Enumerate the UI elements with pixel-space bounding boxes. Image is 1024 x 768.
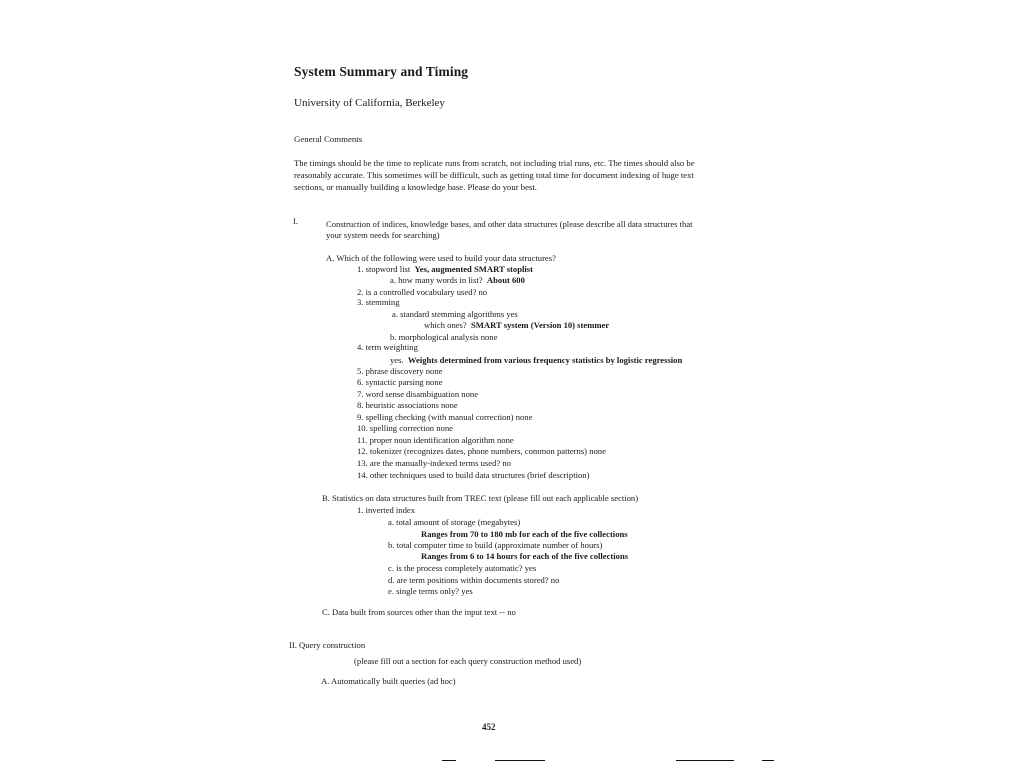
institution-subtitle: University of California, Berkeley [294, 97, 445, 109]
item-storage-answer: Ranges from 70 to 180 mb for each of the five collections [421, 529, 628, 539]
item-stopword-count [390, 275, 525, 286]
page-number: 452 [482, 722, 496, 732]
general-comments-text: The timings should be the time to replicate runs from scratch, not including trial runs, etc. The times should also be reasonably accurate. This sometimes will be difficult, such as getting total time for document indexing of huge text sections, or manually building a knowledge base. Please do your best. [294, 158, 695, 192]
item-controlled-vocab: 2. is a controlled vocabulary used? no [357, 287, 488, 297]
item-storage-question: a. total amount of storage (megabytes) [388, 517, 521, 527]
item-term-weighting: 4. term weighting [357, 342, 418, 352]
section-1-heading-cont: your system needs for searching) [326, 230, 440, 240]
item-positions: d. are term positions within documents stored? no [388, 575, 560, 585]
item-inverted-index: 1. inverted index [357, 505, 415, 515]
scan-rule [442, 760, 456, 761]
item-stemming-morph: b. morphological analysis none [390, 332, 498, 342]
item-term-weighting-detail: Weights determined from various frequency statistics by logistic regression [407, 355, 683, 365]
item-tokenizer: 12. tokenizer (recognizes dates, phone numbers, common patterns) none [357, 446, 606, 456]
general-comments-heading: General Comments [294, 134, 363, 144]
item-stopword-count-answer: About 600 [486, 275, 525, 285]
item-spelling-correction: 10. spelling correction none [357, 423, 453, 433]
item-stopword [357, 264, 533, 275]
item-stemming-standard: a. standard stemming algorithms yes [392, 309, 518, 319]
item-wsd: 7. word sense disambiguation none [357, 389, 479, 399]
item-automatic: c. is the process completely automatic? yes [388, 563, 537, 573]
item-stemming: 3. stemming [357, 297, 400, 307]
item-spelling-check: 9. spelling checking (with manual correction) none [357, 412, 533, 422]
item-stemming-which-question: which ones? [424, 320, 467, 330]
item-time-question: b. total computer time to build (approximate number of hours) [388, 540, 603, 550]
item-phrase: 5. phrase discovery none [357, 366, 443, 376]
item-stemming-which [424, 320, 609, 331]
scan-rule [676, 760, 734, 761]
subsection-a-label: A. Which of the following were used to build your data structures? [326, 253, 556, 263]
item-single-terms: e. single terms only? yes [388, 586, 473, 596]
item-manual-index: 13. are the manually-indexed terms used? no [357, 458, 511, 468]
section-2-note: (please fill out a section for each query construction method used) [354, 656, 582, 666]
item-time-answer: Ranges from 6 to 14 hours for each of the five collections [421, 551, 629, 561]
page-title: System Summary and Timing [294, 64, 469, 79]
scan-rule [495, 760, 545, 761]
subsection-c-label: C. Data built from sources other than the input text -- no [322, 607, 516, 617]
item-term-weighting-yes: yes. [390, 355, 404, 365]
item-stopword-question: 1. stopword list [357, 264, 411, 274]
section-1-number: I. [293, 216, 299, 226]
item-stopword-count-question: a. how many words in list? [390, 275, 483, 285]
item-other-techniques: 14. other techniques used to build data structures (brief description) [357, 470, 590, 480]
item-term-weighting-answer [390, 355, 682, 366]
section-2-subsection-a: A. Automatically built queries (ad hoc) [321, 676, 456, 686]
item-stemming-which-answer: SMART system (Version 10) stemmer [471, 320, 610, 330]
section-2-heading: II. Query construction [289, 640, 366, 650]
item-proper-noun: 11. proper noun identification algorithm none [357, 435, 514, 445]
subsection-b-label: B. Statistics on data structures built from TREC text (please fill out each applicable section) [322, 493, 639, 503]
item-heuristic: 8. heuristic associations none [357, 400, 458, 410]
scan-rule [762, 760, 774, 761]
item-stopword-answer: Yes, augmented SMART stoplist [414, 264, 533, 274]
section-1-heading: Construction of indices, knowledge bases, and other data structures (please describe all data structures that [326, 219, 693, 229]
item-syntactic: 6. syntactic parsing none [357, 377, 443, 387]
